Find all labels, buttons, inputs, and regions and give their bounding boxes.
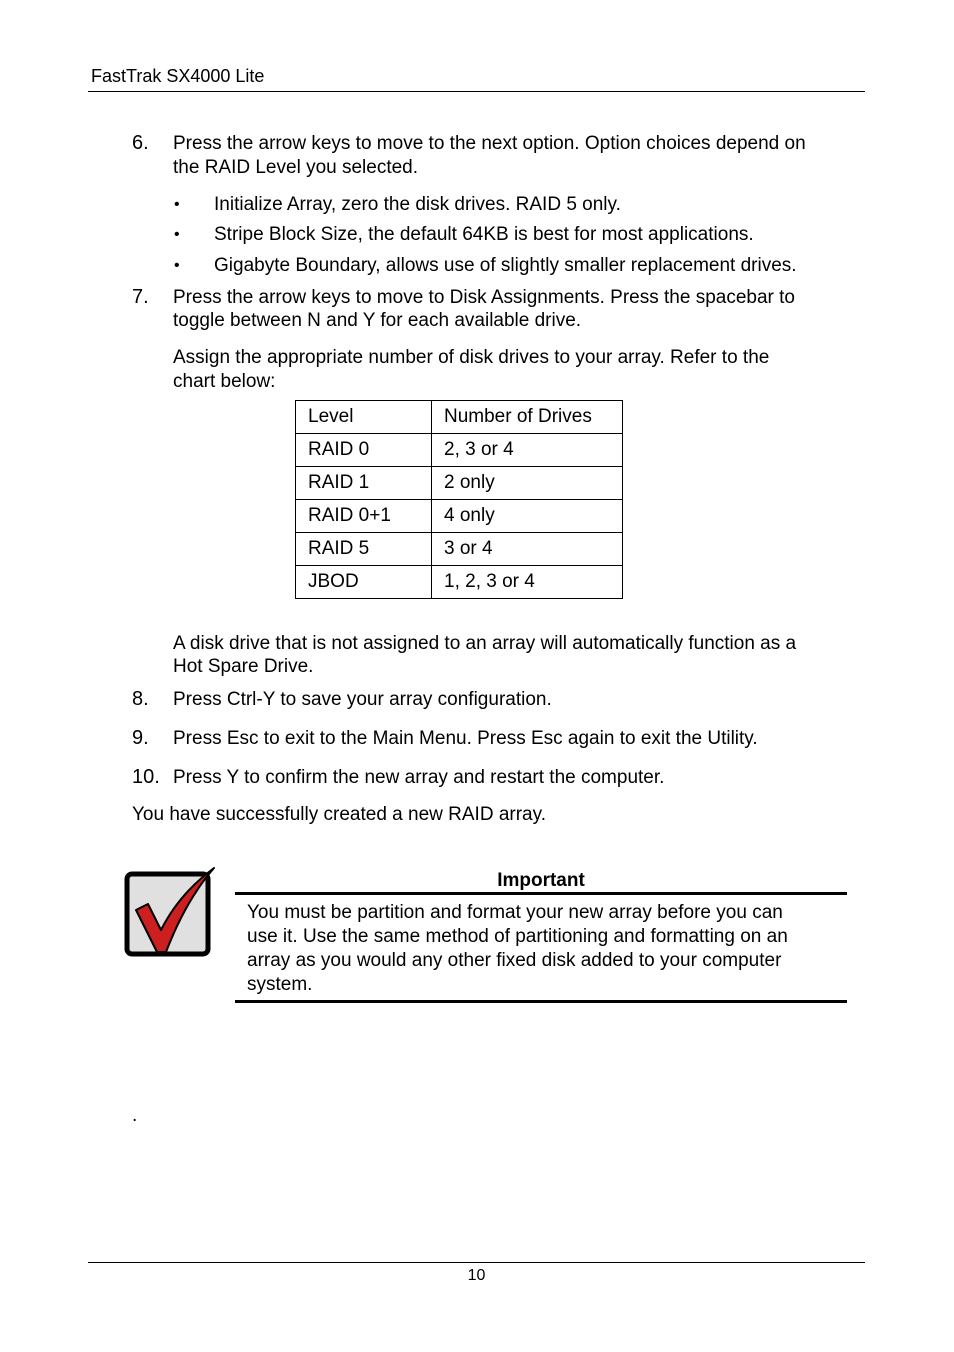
important-line: use it. Use the same method of partitioning and formatting on an (247, 926, 788, 947)
table-cell-level: RAID 5 (296, 533, 432, 566)
footer-divider (88, 1262, 865, 1263)
table-cell-level: JBOD (296, 566, 432, 599)
step-number-6: 6. (132, 132, 149, 154)
step-number-9: 9. (132, 727, 149, 749)
success-text: You have successfully created a new RAID array. (132, 804, 546, 825)
table-cell-drives: 2, 3 or 4 (432, 434, 623, 467)
table-cell-drives: 4 only (432, 500, 623, 533)
bullet-item: Gigabyte Boundary, allows use of slightly smaller replacement drives. (214, 255, 797, 276)
important-line: system. (247, 974, 313, 995)
raid-drives-table (295, 400, 623, 599)
table-row (296, 434, 623, 467)
important-line: You must be partition and format your new array before you can (247, 902, 783, 923)
bullet-item: Stripe Block Size, the default 64KB is best for most applications. (214, 224, 754, 245)
table-header-cell: Number of Drives (432, 401, 623, 434)
table-cell-level: RAID 0 (296, 434, 432, 467)
bullet-marker: • (174, 226, 180, 243)
step-number-8: 8. (132, 688, 149, 710)
step-8-text: Press Ctrl-Y to save your array configuration. (173, 689, 552, 710)
important-line: array as you would any other fixed disk added to your computer (247, 950, 782, 971)
step-6-text-line2: the RAID Level you selected. (173, 157, 419, 178)
important-body (247, 901, 842, 997)
important-title: Important (497, 870, 585, 891)
assign-text-line1: Assign the appropriate number of disk drives to your array. Refer to the (173, 347, 770, 368)
table-cell-drives: 1, 2, 3 or 4 (432, 566, 623, 599)
bullet-marker: • (174, 196, 180, 213)
table-header-row (296, 401, 623, 434)
table-row (296, 533, 623, 566)
table-row (296, 500, 623, 533)
stray-dot: . (132, 1105, 138, 1126)
table-cell-drives: 2 only (432, 467, 623, 500)
table-row (296, 467, 623, 500)
step-6-text-line1: Press the arrow keys to move to the next option. Option choices depend on (173, 133, 806, 154)
page-number: 10 (467, 1267, 486, 1284)
table-cell-drives: 3 or 4 (432, 533, 623, 566)
running-header: FastTrak SX4000 Lite (91, 66, 265, 86)
assign-text-line2: chart below: (173, 371, 276, 392)
spare-text-line1: A disk drive that is not assigned to an array will automatically function as a (173, 633, 797, 654)
spare-text-line2: Hot Spare Drive. (173, 656, 314, 677)
step-10-text: Press Y to confirm the new array and restart the computer. (173, 767, 665, 788)
step-number-7: 7. (132, 286, 149, 308)
bullet-item: Initialize Array, zero the disk drives. RAID 5 only. (214, 194, 621, 215)
step-7-text-line2: toggle between N and Y for each available drive. (173, 310, 582, 331)
table-row (296, 566, 623, 599)
header-divider (88, 91, 865, 92)
step-9-text: Press Esc to exit to the Main Menu. Press Esc again to exit the Utility. (173, 728, 758, 749)
checkmark-icon (124, 864, 218, 960)
important-top-rule (235, 892, 847, 895)
table-cell-level: RAID 1 (296, 467, 432, 500)
important-bottom-rule (235, 1000, 847, 1003)
bullet-marker: • (174, 257, 180, 274)
table-cell-level: RAID 0+1 (296, 500, 432, 533)
step-7-text-line1: Press the arrow keys to move to Disk Assignments. Press the spacebar to (173, 287, 795, 308)
table-header-cell: Level (296, 401, 432, 434)
step-number-10: 10. (132, 766, 160, 788)
